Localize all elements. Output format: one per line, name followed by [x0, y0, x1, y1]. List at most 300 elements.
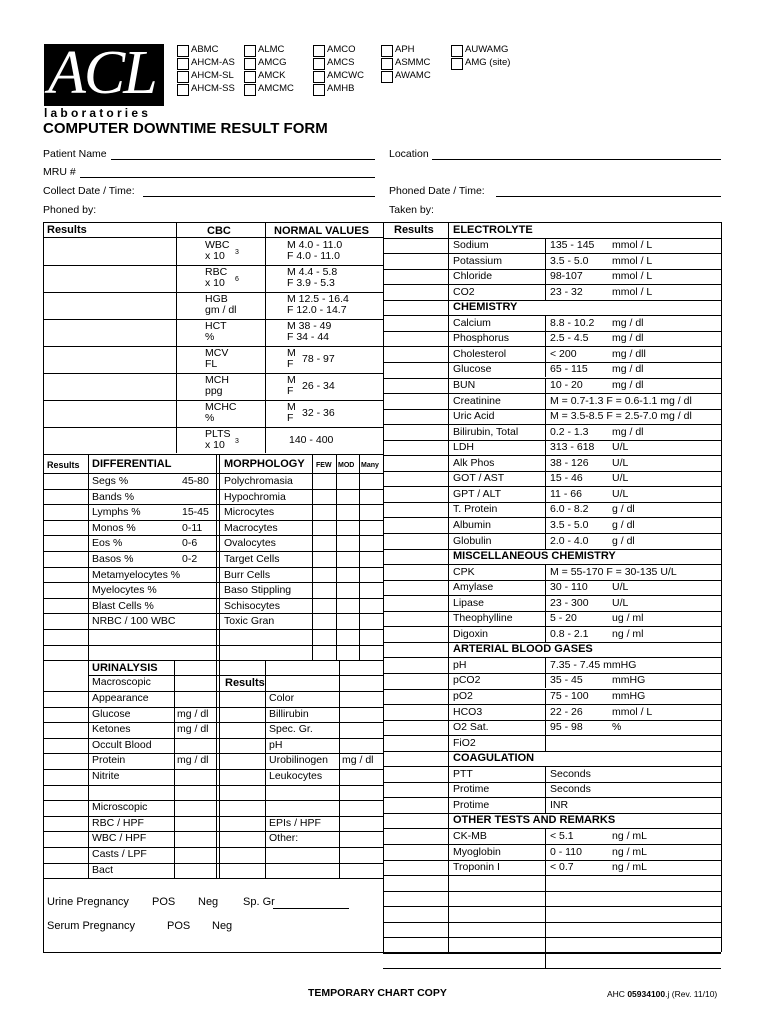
test-name: GOT / AST	[453, 472, 505, 485]
right-col2	[545, 564, 546, 580]
right-col2	[545, 284, 546, 300]
morphology-row: Schisocytes	[224, 599, 281, 612]
test-unit: mg / dl	[612, 363, 644, 376]
right-col2	[545, 346, 546, 362]
differential-row: NRBC / 100 WBC	[92, 615, 176, 628]
test-unit: mmHG	[612, 690, 646, 702]
right-col2	[545, 471, 546, 487]
normal-value-f: F 12.0 - 14.7	[287, 304, 347, 316]
test-name: FiO2	[453, 736, 476, 749]
right-col2	[545, 253, 546, 269]
test-name: Uric Acid	[453, 410, 495, 423]
location-checkbox[interactable]	[313, 84, 325, 96]
form-code-suffix: .j (Rev. 11/10)	[665, 989, 718, 999]
right-col2	[545, 766, 546, 782]
phoned-dt-field[interactable]	[496, 196, 721, 197]
morphology-row: Hypochromia	[224, 490, 286, 503]
cbc-test-name: PLTS	[205, 428, 231, 440]
ua-macro-row: Glucose	[92, 707, 131, 720]
cbc-test-name: HCT	[205, 320, 227, 332]
form-code-prefix: AHC	[607, 989, 628, 999]
right-col2	[545, 844, 546, 860]
test-name: Lipase	[453, 596, 484, 609]
diff-row-rule	[43, 489, 383, 490]
normal-value-range: 32 - 36	[302, 407, 335, 419]
location-checkbox[interactable]	[381, 71, 393, 83]
test-unit: ug / ml	[612, 612, 644, 625]
test-name: Calcium	[453, 316, 491, 329]
cbc-test-name: MCHC	[205, 401, 237, 413]
location-checkbox-label: AMG (site)	[465, 57, 511, 68]
logo-block	[44, 44, 164, 106]
normal-value-m: M	[287, 374, 296, 386]
mru-field[interactable]	[80, 177, 375, 178]
logo-subtitle: laboratories	[44, 106, 152, 120]
test-name: Troponin I	[453, 861, 500, 874]
location-field[interactable]	[432, 159, 721, 160]
right-col2	[545, 735, 546, 751]
test-name: Protime	[453, 783, 490, 796]
differential-header: DIFFERENTIAL	[92, 458, 172, 470]
test-unit: ng / mL	[612, 829, 648, 842]
right-col2	[545, 486, 546, 502]
test-unit: U/L	[612, 581, 629, 594]
frame-right	[721, 222, 722, 952]
right-col2	[545, 906, 546, 922]
location-checkbox[interactable]	[177, 58, 189, 70]
ua-micro-row: RBC / HPF	[92, 816, 144, 829]
diff-col	[219, 454, 220, 660]
right-col2	[545, 720, 546, 736]
right-col2	[545, 673, 546, 689]
location-checkbox[interactable]	[244, 84, 256, 96]
morphology-row: Polychromasia	[224, 475, 293, 487]
location-checkbox[interactable]	[313, 71, 325, 83]
diff-row-rule	[43, 504, 383, 505]
unit-exponent: 3	[235, 249, 239, 256]
serum-neg-option: Neg	[212, 920, 233, 932]
right-col2	[545, 269, 546, 285]
location-checkbox[interactable]	[313, 45, 325, 57]
differential-range: 45-80	[182, 475, 209, 487]
reference-range: 98-107	[550, 270, 583, 283]
reference-range: < 5.1	[550, 829, 574, 842]
location-checkbox[interactable]	[177, 45, 189, 57]
reference-range: 23 - 32	[550, 285, 583, 298]
ua-macro-row: Ketones	[92, 723, 131, 736]
test-name: Globulin	[453, 534, 492, 547]
test-name: CPK	[453, 565, 475, 578]
differential-range: 0-11	[182, 521, 203, 534]
right-row-rule	[383, 891, 721, 892]
differential-row: Blast Cells %	[92, 599, 154, 612]
location-checkbox[interactable]	[244, 71, 256, 83]
test-unit: ng / mL	[612, 845, 648, 858]
differential-row: Myelocytes %	[92, 584, 157, 597]
cbc-test-name: WBC	[205, 239, 230, 251]
sp-gr-label: Sp. Gr	[243, 896, 275, 908]
diff-row-rule	[43, 582, 383, 583]
diff-col	[312, 454, 313, 660]
diff-row-rule	[43, 567, 383, 568]
reference-range: 35 - 45	[550, 674, 583, 687]
right-results-header: Results	[394, 224, 434, 236]
normal-value-m: M	[287, 401, 296, 413]
location-checkbox-label: APH	[395, 44, 415, 55]
cbc-header: CBC	[207, 225, 231, 237]
morphology-row: Target Cells	[224, 553, 280, 565]
diff-col-double	[216, 454, 217, 660]
test-name: CO2	[453, 285, 475, 298]
ua-macro-row: Protein	[92, 754, 126, 767]
normal-value-range: 78 - 97	[302, 353, 335, 365]
test-name: T. Protein	[453, 503, 498, 516]
cbc-test-name: MCV	[205, 347, 229, 359]
reference-range: 15 - 46	[550, 472, 583, 485]
test-unit: mg / dl	[612, 332, 644, 345]
reference-range: 65 - 115	[550, 363, 588, 376]
cbc-test-unit: x 10	[205, 439, 225, 451]
diff-col	[359, 454, 360, 660]
normal-value-f: F 34 - 44	[287, 331, 330, 343]
ua-macro-row-right: Leukocytes	[269, 770, 323, 782]
test-name: O2 Sat.	[453, 721, 489, 734]
ua-unit-right: mg / dl	[342, 754, 374, 767]
location-checkbox[interactable]	[244, 58, 256, 70]
right-row-rule	[383, 300, 721, 301]
ua-macro-row-right: pH	[269, 738, 283, 751]
urinalysis-header: URINALYSIS	[92, 662, 158, 674]
diff-row-rule	[43, 551, 383, 552]
normal-value-f: F	[287, 358, 294, 370]
reference-range: INR	[550, 798, 569, 811]
urine-neg-option: Neg	[198, 896, 219, 908]
phoned-by-label: Phoned by:	[43, 204, 97, 216]
right-col2	[545, 689, 546, 705]
cbc-test-name: MCH	[205, 374, 229, 386]
normal-value-m: M 38 - 49	[287, 320, 332, 332]
reference-range: 2.0 - 4.0	[550, 534, 589, 547]
test-unit: g / dl	[612, 534, 635, 547]
diff-top	[43, 454, 383, 455]
morphology-header: MORPHOLOGY	[224, 458, 305, 470]
ua-col	[339, 660, 340, 878]
form-code	[607, 989, 717, 999]
sp-gr-field[interactable]	[273, 908, 349, 909]
normal-value-m: M 4.0 - 11.0	[287, 239, 343, 251]
differential-row: Eos %	[92, 537, 123, 550]
diff-row-rule	[43, 645, 383, 646]
cbc-test-unit: %	[205, 412, 215, 424]
diff-col	[88, 454, 89, 660]
right-col2	[545, 875, 546, 891]
right-col2	[545, 502, 546, 518]
unit-exponent: 6	[235, 276, 239, 283]
test-name: Albumin	[453, 518, 491, 531]
ua-unit: mg / dl	[177, 707, 209, 720]
ua-unit: mg / dl	[177, 723, 209, 736]
right-row-rule	[383, 922, 721, 923]
normal-values-header: NORMAL VALUES	[274, 225, 369, 237]
cbc-test-unit: ppg	[205, 385, 223, 397]
logo-letters: ACL	[48, 44, 156, 106]
right-row-rule	[383, 906, 721, 907]
reference-range: M = 55-170 F = 30-135 U/L	[550, 565, 677, 578]
test-unit: mmHG	[612, 674, 646, 687]
cbc-test-unit: FL	[205, 358, 218, 370]
location-checkbox[interactable]	[451, 45, 463, 57]
right-col2	[545, 362, 546, 378]
microscopic-label: Microscopic	[92, 801, 148, 814]
location-checkbox-label: AHCM-AS	[191, 57, 235, 68]
test-unit: mg / dl	[612, 425, 644, 438]
right-col2	[545, 378, 546, 394]
test-unit: ng / mL	[612, 861, 648, 874]
reference-range: M = 0.7-1.3 F = 0.6-1.1 mg / dl	[550, 394, 692, 407]
acl-logo	[44, 44, 164, 120]
section-header: COAGULATION	[453, 752, 535, 765]
test-unit: mg / dll	[612, 347, 646, 360]
reference-range: 10 - 20	[550, 379, 583, 391]
test-name: Theophylline	[453, 612, 513, 625]
cbc-col	[176, 222, 177, 453]
ua-macro-row-right: Urobilinogen	[269, 754, 328, 767]
cbc-test-unit: x 10	[205, 250, 225, 262]
location-checkbox-label: AMCO	[327, 44, 356, 55]
right-col2	[545, 828, 546, 844]
cbc-hdr-rule	[43, 237, 383, 238]
reference-range: 0.2 - 1.3	[550, 425, 589, 438]
morphology-row: Macrocytes	[224, 521, 278, 534]
diff-row-rule	[43, 613, 383, 614]
ua-macro-row: Nitrite	[92, 770, 120, 782]
ua-macro-row: Occult Blood	[92, 738, 152, 751]
morphology-row: Ovalocytes	[224, 537, 276, 550]
test-name: Digoxin	[453, 627, 489, 640]
section-header: ARTERIAL BLOOD GASES	[453, 643, 593, 656]
right-col2	[545, 455, 546, 471]
serum-pos-option: POS	[167, 920, 191, 932]
test-unit: mmol / L	[612, 239, 653, 252]
normal-value-m: M 12.5 - 16.4	[287, 293, 349, 305]
test-unit: g / dl	[612, 518, 635, 531]
diff-row-rule	[43, 629, 383, 630]
location-checkbox[interactable]	[381, 58, 393, 70]
location-label: Location	[389, 148, 429, 160]
many-header: Many	[361, 462, 379, 469]
differential-row: Bands %	[92, 490, 135, 503]
frame-left	[43, 222, 44, 952]
morphology-row: Baso Stippling	[224, 584, 292, 597]
test-name: Potassium	[453, 254, 503, 267]
test-name: CK-MB	[453, 829, 487, 842]
test-unit: mmol / L	[612, 705, 653, 718]
reference-range: 23 - 300	[550, 596, 589, 609]
location-checkbox-label: ASMMC	[395, 57, 431, 68]
normal-value-f: F 3.9 - 5.3	[287, 277, 335, 289]
ua-macro-row-right: Spec. Gr.	[269, 723, 313, 736]
right-col2	[545, 953, 546, 969]
differential-range: 0-6	[182, 537, 198, 550]
ua-row-rule	[43, 878, 383, 879]
ua-col	[219, 660, 220, 878]
right-row-rule	[383, 968, 721, 969]
footer-center: TEMPORARY CHART COPY	[308, 987, 447, 999]
reference-range: < 0.7	[550, 861, 574, 874]
reference-range: 95 - 98	[550, 721, 583, 734]
reference-range: Seconds	[550, 783, 591, 796]
right-col2	[545, 891, 546, 907]
test-name: Phosphorus	[453, 332, 510, 345]
right-col2	[545, 626, 546, 642]
reference-range: 6.0 - 8.2	[550, 503, 589, 516]
right-row-rule	[383, 953, 721, 954]
differential-row: Monos %	[92, 521, 136, 534]
right-row-rule	[383, 735, 721, 736]
patient-name-field[interactable]	[111, 159, 375, 160]
ua-unit: mg / dl	[177, 754, 209, 767]
normal-value-range: 140 - 400	[289, 434, 334, 446]
ua-micro-row: WBC / HPF	[92, 832, 147, 845]
morphology-row: Toxic Gran	[224, 615, 275, 628]
location-checkbox[interactable]	[177, 71, 189, 83]
test-name: pH	[453, 658, 467, 671]
normal-value-range: 26 - 34	[302, 380, 335, 392]
frame-top	[43, 222, 721, 223]
normal-value-m: M	[287, 347, 296, 359]
test-name: Sodium	[453, 239, 489, 252]
ua-col	[265, 660, 266, 878]
test-unit: mg / dl	[612, 316, 644, 329]
reference-range: 22 - 26	[550, 705, 583, 718]
differential-row: Segs %	[92, 475, 129, 487]
urine-pregnancy-label: Urine Pregnancy	[47, 896, 129, 908]
urine-pos-option: POS	[152, 896, 176, 908]
reference-range: 7.35 - 7.45 mmHG	[550, 658, 637, 671]
location-checkbox-label: AHCM-SL	[191, 70, 234, 81]
location-checkbox-label: AHCM-SS	[191, 83, 235, 94]
ua-macro-row-right: Billirubin	[269, 707, 309, 720]
test-unit: U/L	[612, 441, 629, 454]
location-checkbox-label: AMCWC	[327, 70, 364, 81]
right-col2	[545, 533, 546, 549]
location-checkbox[interactable]	[313, 58, 325, 70]
differential-row: Basos %	[92, 553, 134, 565]
cbc-col2	[265, 222, 266, 453]
location-checkbox[interactable]	[451, 58, 463, 70]
morphology-row: Microcytes	[224, 506, 275, 519]
ua-row-rule	[43, 785, 383, 786]
form-code-number: 05934100	[627, 989, 666, 999]
reference-range: 135 - 145	[550, 239, 595, 252]
reference-range: 5 - 20	[550, 612, 577, 625]
test-unit: mmol / L	[612, 254, 653, 267]
right-col2	[545, 704, 546, 720]
differential-row: Metamyelocytes %	[92, 568, 181, 581]
morphology-row: Burr Cells	[224, 568, 271, 581]
right-col2	[545, 440, 546, 456]
collect-field[interactable]	[143, 196, 375, 197]
right-col2	[545, 409, 546, 425]
test-name: Glucose	[453, 363, 492, 376]
location-checkbox[interactable]	[381, 45, 393, 57]
mru-label: MRU #	[43, 166, 76, 178]
reference-range: 3.5 - 5.0	[550, 254, 589, 267]
normal-value-f: F	[287, 412, 294, 424]
reference-range: M = 3.5-8.5 F = 2.5-7.0 mg / dl	[550, 410, 692, 423]
right-col2	[545, 580, 546, 596]
patient-name-label: Patient Name	[43, 148, 107, 160]
ua-col	[174, 660, 175, 878]
right-row-rule	[383, 751, 721, 752]
test-unit: ng / ml	[612, 627, 644, 640]
differential-range: 0-2	[182, 553, 198, 565]
cbc-test-name: HGB	[205, 293, 228, 305]
test-unit: g / dl	[612, 503, 635, 516]
right-col2	[545, 782, 546, 798]
ua-micro-row-right: EPIs / HPF	[269, 816, 321, 829]
phoned-dt-label: Phoned Date / Time:	[389, 185, 485, 197]
normal-value-f: F	[287, 385, 294, 397]
diff-col	[336, 454, 337, 660]
reference-range: 8.8 - 10.2	[550, 316, 595, 329]
test-unit: U/L	[612, 456, 629, 469]
cbc-test-unit: x 10	[205, 277, 225, 289]
diff-row-rule	[43, 598, 383, 599]
location-checkbox-label: AWAMC	[395, 70, 431, 81]
differential-row: Lymphs %	[92, 506, 141, 519]
test-unit: U/L	[612, 596, 629, 609]
cbc-test-name: RBC	[205, 266, 228, 278]
test-unit: mmol / L	[612, 285, 653, 298]
reference-range: 2.5 - 4.5	[550, 332, 589, 345]
reference-range: 75 - 100	[550, 690, 589, 702]
right-col2	[545, 860, 546, 876]
test-unit: U/L	[612, 472, 629, 485]
serum-pregnancy-label: Serum Pregnancy	[47, 920, 136, 932]
reference-range: Seconds	[550, 767, 591, 780]
ua-macro-row-right: Color	[269, 692, 295, 704]
test-name: Creatinine	[453, 394, 501, 407]
reference-range: 0.8 - 2.1	[550, 627, 589, 640]
location-checkbox[interactable]	[244, 45, 256, 57]
reference-range: < 200	[550, 347, 577, 360]
collect-label: Collect Date / Time:	[43, 185, 135, 197]
ua-col	[88, 660, 89, 878]
differential-range: 15-45	[182, 506, 209, 519]
right-col2	[545, 657, 546, 673]
reference-range: 30 - 110	[550, 581, 588, 594]
test-name: HCO3	[453, 705, 483, 718]
cbc-results-header: Results	[47, 224, 87, 236]
test-name: Chloride	[453, 270, 493, 283]
macroscopic-label: Macroscopic	[92, 676, 151, 688]
few-header: FEW	[316, 462, 332, 469]
location-checkbox[interactable]	[177, 84, 189, 96]
ua-micro-row: Casts / LPF	[92, 848, 147, 860]
diff-row-rule	[43, 520, 383, 521]
test-name: Amylase	[453, 581, 494, 594]
normal-value-m: M 4.4 - 5.8	[287, 266, 338, 278]
section-header: OTHER TESTS AND REMARKS	[453, 814, 616, 827]
section-header: ELECTROLYTE	[453, 223, 533, 236]
form-title: COMPUTER DOWNTIME RESULT FORM	[43, 120, 328, 137]
ua-micro-row-right: Other:	[269, 832, 299, 845]
right-col2	[545, 315, 546, 331]
diff-row-rule	[43, 535, 383, 536]
ua-col	[216, 660, 217, 878]
test-name: LDH	[453, 441, 475, 454]
